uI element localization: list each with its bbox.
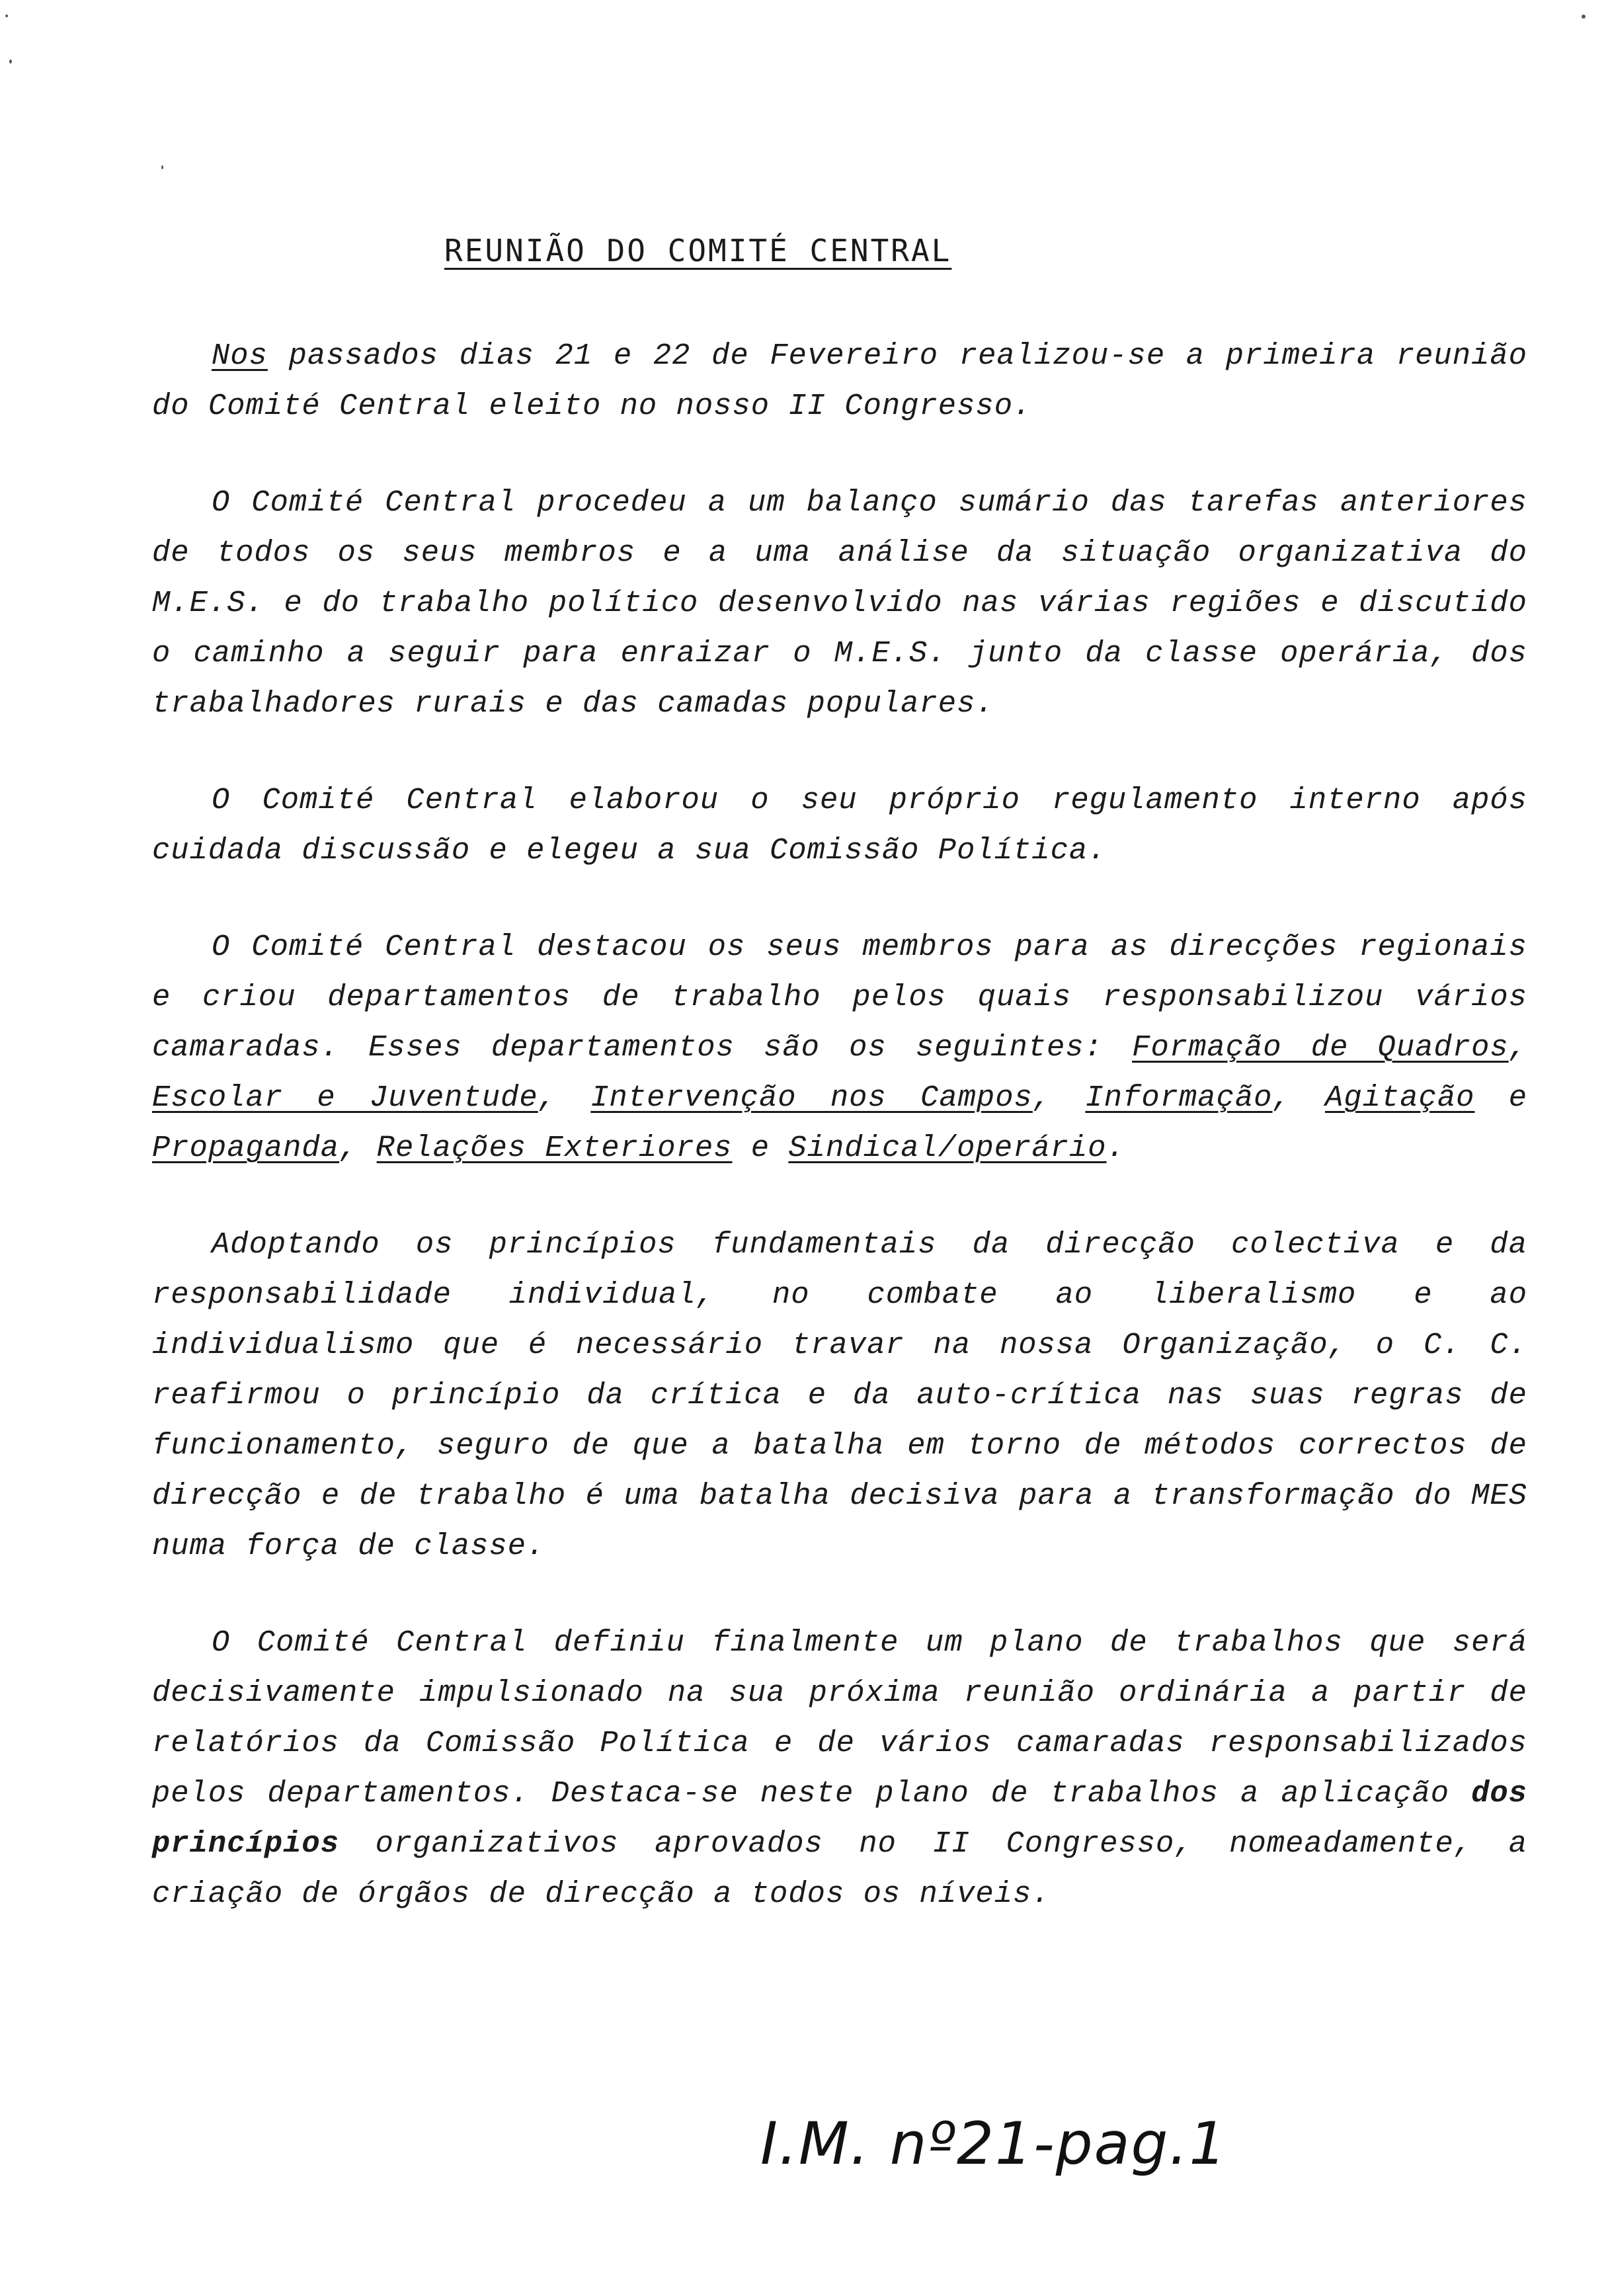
paragraph-text: Adoptando os princípios fundamentais da direcção colectiva e da responsabilidade individual, no combate ao liberalismo e ao individualismo que é necessário travar na nossa Organização, o C. C. reafirmou o princípio da crítica e da auto-crítica nas suas regras de funcionamento, seguro de que a batalha em torno de métodos correctos de direcção e de trabalho é uma batalha decisiva para a transformação do MES numa força de classe. <box>152 1227 1527 1563</box>
page-number-note: I.M. nº21-pag.1 <box>760 2110 1228 2178</box>
paragraph-text: , <box>339 1131 377 1165</box>
underlined-term: Informação <box>1085 1081 1273 1115</box>
paragraph-1 <box>152 331 1527 431</box>
paragraph-text: passados dias 21 e 22 de Fevereiro realizou-se a primeira reunião do Comité Central eleito no nosso II Congresso. <box>152 339 1527 423</box>
page-title: REUNIÃO DO COMITÉ CENTRAL <box>444 233 952 268</box>
underlined-term: Intervenção nos Campos <box>590 1081 1033 1115</box>
paragraph-text: , <box>1272 1081 1326 1115</box>
underlined-term: Propaganda <box>152 1131 340 1165</box>
paragraph-text: O Comité Central destacou os seus membros para as direcções regionais e criou departamentos de trabalho pelos quais responsabilizou vários camaradas. Esses departamentos são os seguintes: <box>152 930 1527 1065</box>
paragraph-4 <box>152 922 1527 1173</box>
body-text <box>152 331 1527 1965</box>
underlined-term: Nos <box>212 339 268 373</box>
paragraph-text: e <box>1474 1081 1528 1115</box>
paragraph-text: organizativos aprovados no II Congresso, nomeadamente, a criação de órgãos de direcção a todos os níveis. <box>152 1826 1527 1911</box>
paragraph-text: O Comité Central procedeu a um balanço sumário das tarefas anteriores de todos os seus membros e a uma análise da situação organizativa do M.E.S. e do trabalho político desenvolvido nas várias regiões e discutido o caminho a seguir para enraizar o M.E.S. junto da classe operária, dos trabalhadores rurais e das camadas populares. <box>152 485 1527 721</box>
paragraph-5 <box>152 1219 1527 1571</box>
paragraph-text: , <box>1508 1030 1527 1065</box>
underlined-term: Sindical/operário <box>788 1131 1107 1165</box>
paragraph-2 <box>152 477 1527 729</box>
paragraph-text: e <box>732 1131 789 1165</box>
underlined-term: Formação de Quadros <box>1132 1030 1509 1065</box>
paragraph-text: O Comité Central definiu finalmente um plano de trabalhos que será decisivamente impulsionado na sua próxima reunião ordinária a partir de relatórios da Comissão Política e de vários camaradas responsabilizados pelos departamentos. Destaca-se neste plano de trabalhos a aplicação <box>152 1625 1527 1811</box>
paragraph-text: , <box>1032 1081 1086 1115</box>
paragraph-text: , <box>538 1081 591 1115</box>
underlined-term: Agitação <box>1325 1081 1475 1115</box>
scan-speck <box>5 15 8 17</box>
paragraph-text: . <box>1106 1131 1125 1165</box>
bold-text: dos princípios <box>152 1776 1527 1861</box>
underlined-term: Escolar e Juventude <box>152 1081 538 1115</box>
scan-speck <box>9 60 12 63</box>
paragraph-6 <box>152 1618 1527 1919</box>
paragraph-3 <box>152 775 1527 876</box>
underlined-term: Relações Exteriores <box>376 1131 733 1165</box>
scan-speck <box>1582 15 1586 19</box>
paragraph-text: O Comité Central elaborou o seu próprio regulamento interno após cuidada discussão e elegeu a sua Comissão Política. <box>152 783 1527 868</box>
scan-speck <box>161 165 163 169</box>
